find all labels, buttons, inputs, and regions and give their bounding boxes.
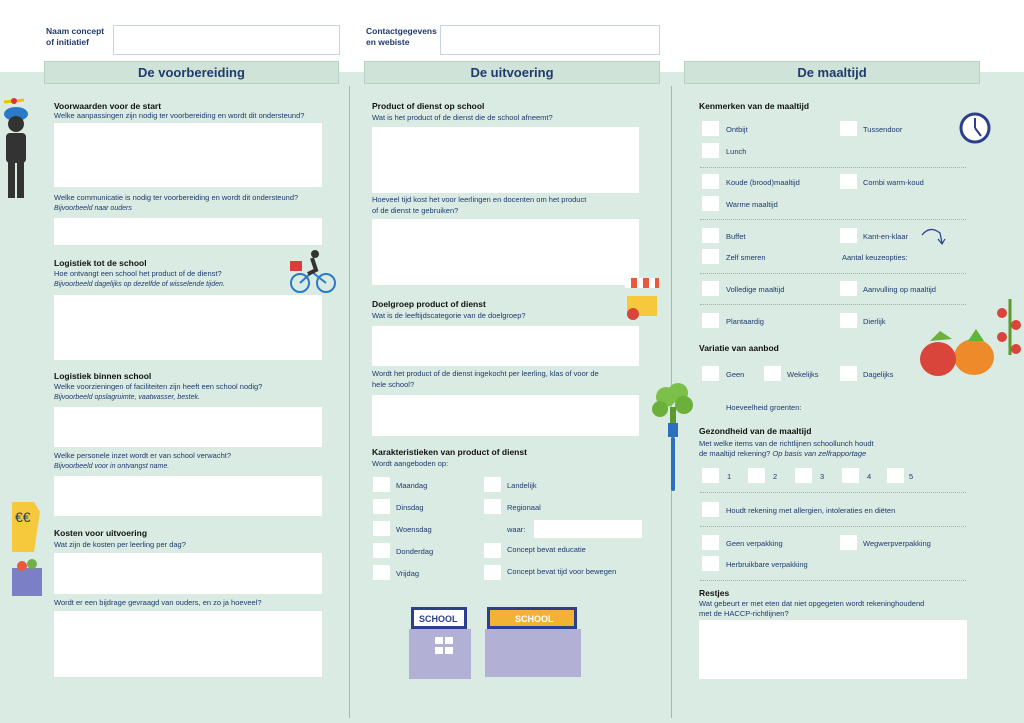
child-with-propeller-hat-icon bbox=[0, 96, 36, 200]
checkbox-kant-en-klaar[interactable] bbox=[840, 228, 857, 243]
checkbox-dagelijks[interactable] bbox=[840, 366, 857, 381]
score-label: 2 bbox=[773, 472, 778, 481]
score-label: 3 bbox=[820, 472, 825, 481]
checkbox-ontbijt[interactable] bbox=[702, 121, 719, 136]
answer-box[interactable] bbox=[699, 620, 967, 679]
score-label: 5 bbox=[909, 472, 914, 481]
divider bbox=[700, 526, 966, 527]
checkbox-geen-verpakking[interactable] bbox=[702, 535, 719, 550]
aantal-label: Aantal keuzeopties: bbox=[842, 253, 908, 262]
example-text: Bijvoorbeeld voor in ontvangst name. bbox=[54, 463, 170, 470]
option-label: Woensdag bbox=[396, 525, 432, 534]
question: Welke voorzieningen of faciliteiten zijn heeft een school nodig? bbox=[54, 382, 263, 391]
question: Hoe ontvangt een school het product of de dienst? bbox=[54, 269, 222, 278]
checkbox-vrijdag[interactable] bbox=[373, 565, 390, 580]
section-title: Variatie van aanbod bbox=[699, 343, 779, 353]
option-label: Landelijk bbox=[507, 481, 537, 490]
option-label: Dagelijks bbox=[863, 370, 894, 379]
question: Wat is het product of de dienst die de school afneemt? bbox=[372, 113, 553, 122]
answer-box[interactable] bbox=[54, 553, 322, 594]
option-label: Houdt rekening met allergien, intoleraties en diëten bbox=[726, 506, 896, 515]
delivery-bike-icon bbox=[288, 250, 338, 295]
arrow-icon bbox=[920, 227, 950, 247]
option-label: Kant-en-klaar bbox=[863, 232, 909, 241]
option-label: Herbruikbare verpakking bbox=[726, 560, 808, 569]
section-title: Product of dienst op school bbox=[372, 101, 485, 111]
answer-box[interactable] bbox=[54, 476, 322, 516]
option-label: Geen verpakking bbox=[726, 539, 783, 548]
option-label: Wegwerpverpakking bbox=[863, 539, 931, 548]
checkbox-donderdag[interactable] bbox=[373, 543, 390, 558]
vegetables-icon bbox=[918, 295, 1022, 379]
option-label: Maandag bbox=[396, 481, 428, 490]
section-title: Kenmerken van de maaltijd bbox=[699, 101, 810, 111]
section-title: Doelgroep product of dienst bbox=[372, 299, 486, 309]
question: met de HACCP-richtlijnen? bbox=[699, 609, 789, 618]
divider bbox=[700, 580, 966, 581]
question: Welke communicatie is nodig ter voorbereiding en wordt dit ondersteund? bbox=[54, 193, 299, 202]
option-label: Tussendoor bbox=[863, 125, 903, 134]
question: Wordt aangeboden op: bbox=[372, 459, 449, 468]
question: Wat gebeurt er met eten dat niet opgegeten wordt rekeninghoudend bbox=[699, 599, 925, 608]
section-title: Gezondheid van de maaltijd bbox=[699, 426, 812, 436]
option-label: Ontbijt bbox=[726, 125, 748, 134]
checkbox-combi[interactable] bbox=[840, 174, 857, 189]
option-label: Warme maaltijd bbox=[726, 200, 778, 209]
example-text: Bijvoorbeeld opslagruimte, vaatwasser, bestek. bbox=[54, 394, 200, 401]
checkbox-volledige[interactable] bbox=[702, 281, 719, 296]
checkbox-koude[interactable] bbox=[702, 174, 719, 189]
option-label: Volledige maaltijd bbox=[726, 285, 785, 294]
checkbox-warme[interactable] bbox=[702, 196, 719, 211]
market-stall-icon bbox=[623, 276, 663, 322]
option-label: Lunch bbox=[726, 147, 747, 156]
question: Wat zijn de kosten per leerling per dag? bbox=[54, 540, 186, 549]
column-header-maaltijd: De maaltijd bbox=[684, 61, 980, 84]
question: hele school? bbox=[372, 380, 415, 389]
contact-label-line2: en webiste bbox=[366, 37, 410, 47]
naam-input[interactable] bbox=[113, 25, 340, 55]
section-title: Kosten voor uitvoering bbox=[54, 528, 148, 538]
answer-box[interactable] bbox=[54, 295, 322, 360]
checkbox-allergie[interactable] bbox=[702, 502, 719, 517]
answer-box[interactable] bbox=[372, 219, 639, 285]
checkbox-plantaardig[interactable] bbox=[702, 313, 719, 328]
checkbox-woensdag[interactable] bbox=[373, 521, 390, 536]
answer-box[interactable] bbox=[54, 611, 322, 677]
option-label: Concept bevat educatie bbox=[507, 545, 586, 554]
naam-label bbox=[46, 26, 104, 48]
column-header-uitvoering: De uitvoering bbox=[364, 61, 660, 84]
checkbox-herbruikbaar[interactable] bbox=[702, 556, 719, 571]
checkbox-landelijk[interactable] bbox=[484, 477, 501, 492]
option-label: Buffet bbox=[726, 232, 746, 241]
column-divider bbox=[349, 86, 350, 718]
checkbox-maandag[interactable] bbox=[373, 477, 390, 492]
section-title: Logistiek tot de school bbox=[54, 258, 147, 268]
question: Met welke items van de richtlijnen schoollunch houdt bbox=[699, 439, 874, 448]
school-buildings-icon bbox=[407, 605, 587, 680]
score-label: 1 bbox=[727, 472, 732, 481]
score-label: 4 bbox=[867, 472, 872, 481]
question: Wordt het product of de dienst ingekocht per leerling, klas of voor de bbox=[372, 369, 599, 378]
naam-label-line2: of initiatief bbox=[46, 37, 89, 47]
column-header-voorbereiding: De voorbereiding bbox=[44, 61, 339, 84]
option-label: Dinsdag bbox=[396, 503, 424, 512]
divider bbox=[700, 219, 966, 220]
option-label: Vrijdag bbox=[396, 569, 420, 578]
option-label: Aanvulling op maaltijd bbox=[863, 285, 936, 294]
section-title: Restjes bbox=[699, 588, 730, 598]
answer-box[interactable] bbox=[54, 123, 322, 187]
answer-box[interactable] bbox=[372, 326, 639, 366]
checkbox-score-2[interactable] bbox=[748, 468, 765, 483]
option-label: Plantaardig bbox=[726, 317, 764, 326]
section-title: Karakteristieken van product of dienst bbox=[372, 447, 527, 457]
option-label: Geen bbox=[726, 370, 745, 379]
option-label: Donderdag bbox=[396, 547, 434, 556]
answer-box[interactable] bbox=[54, 218, 322, 245]
checkbox-bewegen[interactable] bbox=[484, 565, 501, 580]
checkbox-zelf-smeren[interactable] bbox=[702, 249, 719, 264]
question: Welke personele inzet wordt er van school verwacht? bbox=[54, 451, 232, 460]
question: Hoeveel tijd kost het voor leerlingen en docenten om het product bbox=[372, 195, 587, 204]
question-example: Op basis van zelfrapportage bbox=[772, 449, 867, 458]
checkbox-wegwerp[interactable] bbox=[840, 535, 857, 550]
checkbox-lunch[interactable] bbox=[702, 143, 719, 158]
checkbox-score-4[interactable] bbox=[842, 468, 859, 483]
checkbox-educatie[interactable] bbox=[484, 543, 501, 558]
question: Welke aanpassingen zijn nodig ter voorbereiding en wordt dit ondersteund? bbox=[54, 111, 305, 120]
example-text: Bijvoorbeeld naar ouders bbox=[54, 205, 132, 212]
section-title: Voorwaarden voor de start bbox=[54, 101, 162, 111]
price-tag: €€ bbox=[15, 509, 31, 525]
option-label: Zelf smeren bbox=[726, 253, 766, 262]
checkbox-score-3[interactable] bbox=[795, 468, 812, 483]
checkbox-dinsdag[interactable] bbox=[373, 499, 390, 514]
checkbox-buffet[interactable] bbox=[702, 228, 719, 243]
option-label: Dierlijk bbox=[863, 317, 886, 326]
question: of de dienst te gebruiken? bbox=[372, 206, 459, 215]
option-label: Concept bevat tijd voor bewegen bbox=[507, 567, 617, 576]
checkbox-geen[interactable] bbox=[702, 366, 719, 381]
question: Wat is de leeftijdscategorie van de doelgroep? bbox=[372, 311, 526, 320]
question: Wordt er een bijdrage gevraagd van ouders, en zo ja hoeveel? bbox=[54, 598, 262, 607]
answer-box[interactable] bbox=[372, 395, 639, 436]
section-title: Logistiek binnen school bbox=[54, 371, 152, 381]
option-label: Combi warm-koud bbox=[863, 178, 924, 187]
divider bbox=[700, 167, 966, 168]
question bbox=[699, 449, 866, 459]
money-bag-icon bbox=[8, 498, 48, 598]
option-label: Regionaal bbox=[507, 503, 541, 512]
checkbox-score-1[interactable] bbox=[702, 468, 719, 483]
checkbox-wekelijks[interactable] bbox=[764, 366, 781, 381]
option-label: Wekelijks bbox=[787, 370, 819, 379]
contact-label-line1: Contactgegevens bbox=[366, 26, 437, 36]
school-sign: SCHOOL bbox=[419, 614, 458, 624]
naam-label-line1: Naam concept bbox=[46, 26, 105, 36]
checkbox-regionaal[interactable] bbox=[484, 499, 501, 514]
question-text: de maaltijd rekening? bbox=[699, 449, 773, 458]
answer-box[interactable] bbox=[54, 407, 322, 447]
broccoli-fork-icon bbox=[652, 383, 700, 493]
option-label: Koude (brood)maaltijd bbox=[726, 178, 800, 187]
contact-input[interactable] bbox=[440, 25, 660, 55]
checkbox-aanvulling[interactable] bbox=[840, 281, 857, 296]
waar-label: waar: bbox=[507, 525, 526, 534]
groenten-label: Hoeveelheid groenten: bbox=[726, 403, 802, 412]
checkbox-dierlijk[interactable] bbox=[840, 313, 857, 328]
school-sign: SCHOOL bbox=[515, 614, 554, 624]
waar-input[interactable] bbox=[534, 520, 642, 538]
example-text: Bijvoorbeeld dagelijks op dezelfde of wisselende tijden. bbox=[54, 281, 225, 288]
answer-box[interactable] bbox=[372, 127, 639, 193]
clock-icon bbox=[958, 112, 994, 146]
divider bbox=[700, 492, 966, 493]
checkbox-tussendoor[interactable] bbox=[840, 121, 857, 136]
divider bbox=[700, 273, 966, 274]
contact-label bbox=[366, 26, 437, 48]
checkbox-score-5[interactable] bbox=[887, 468, 904, 483]
